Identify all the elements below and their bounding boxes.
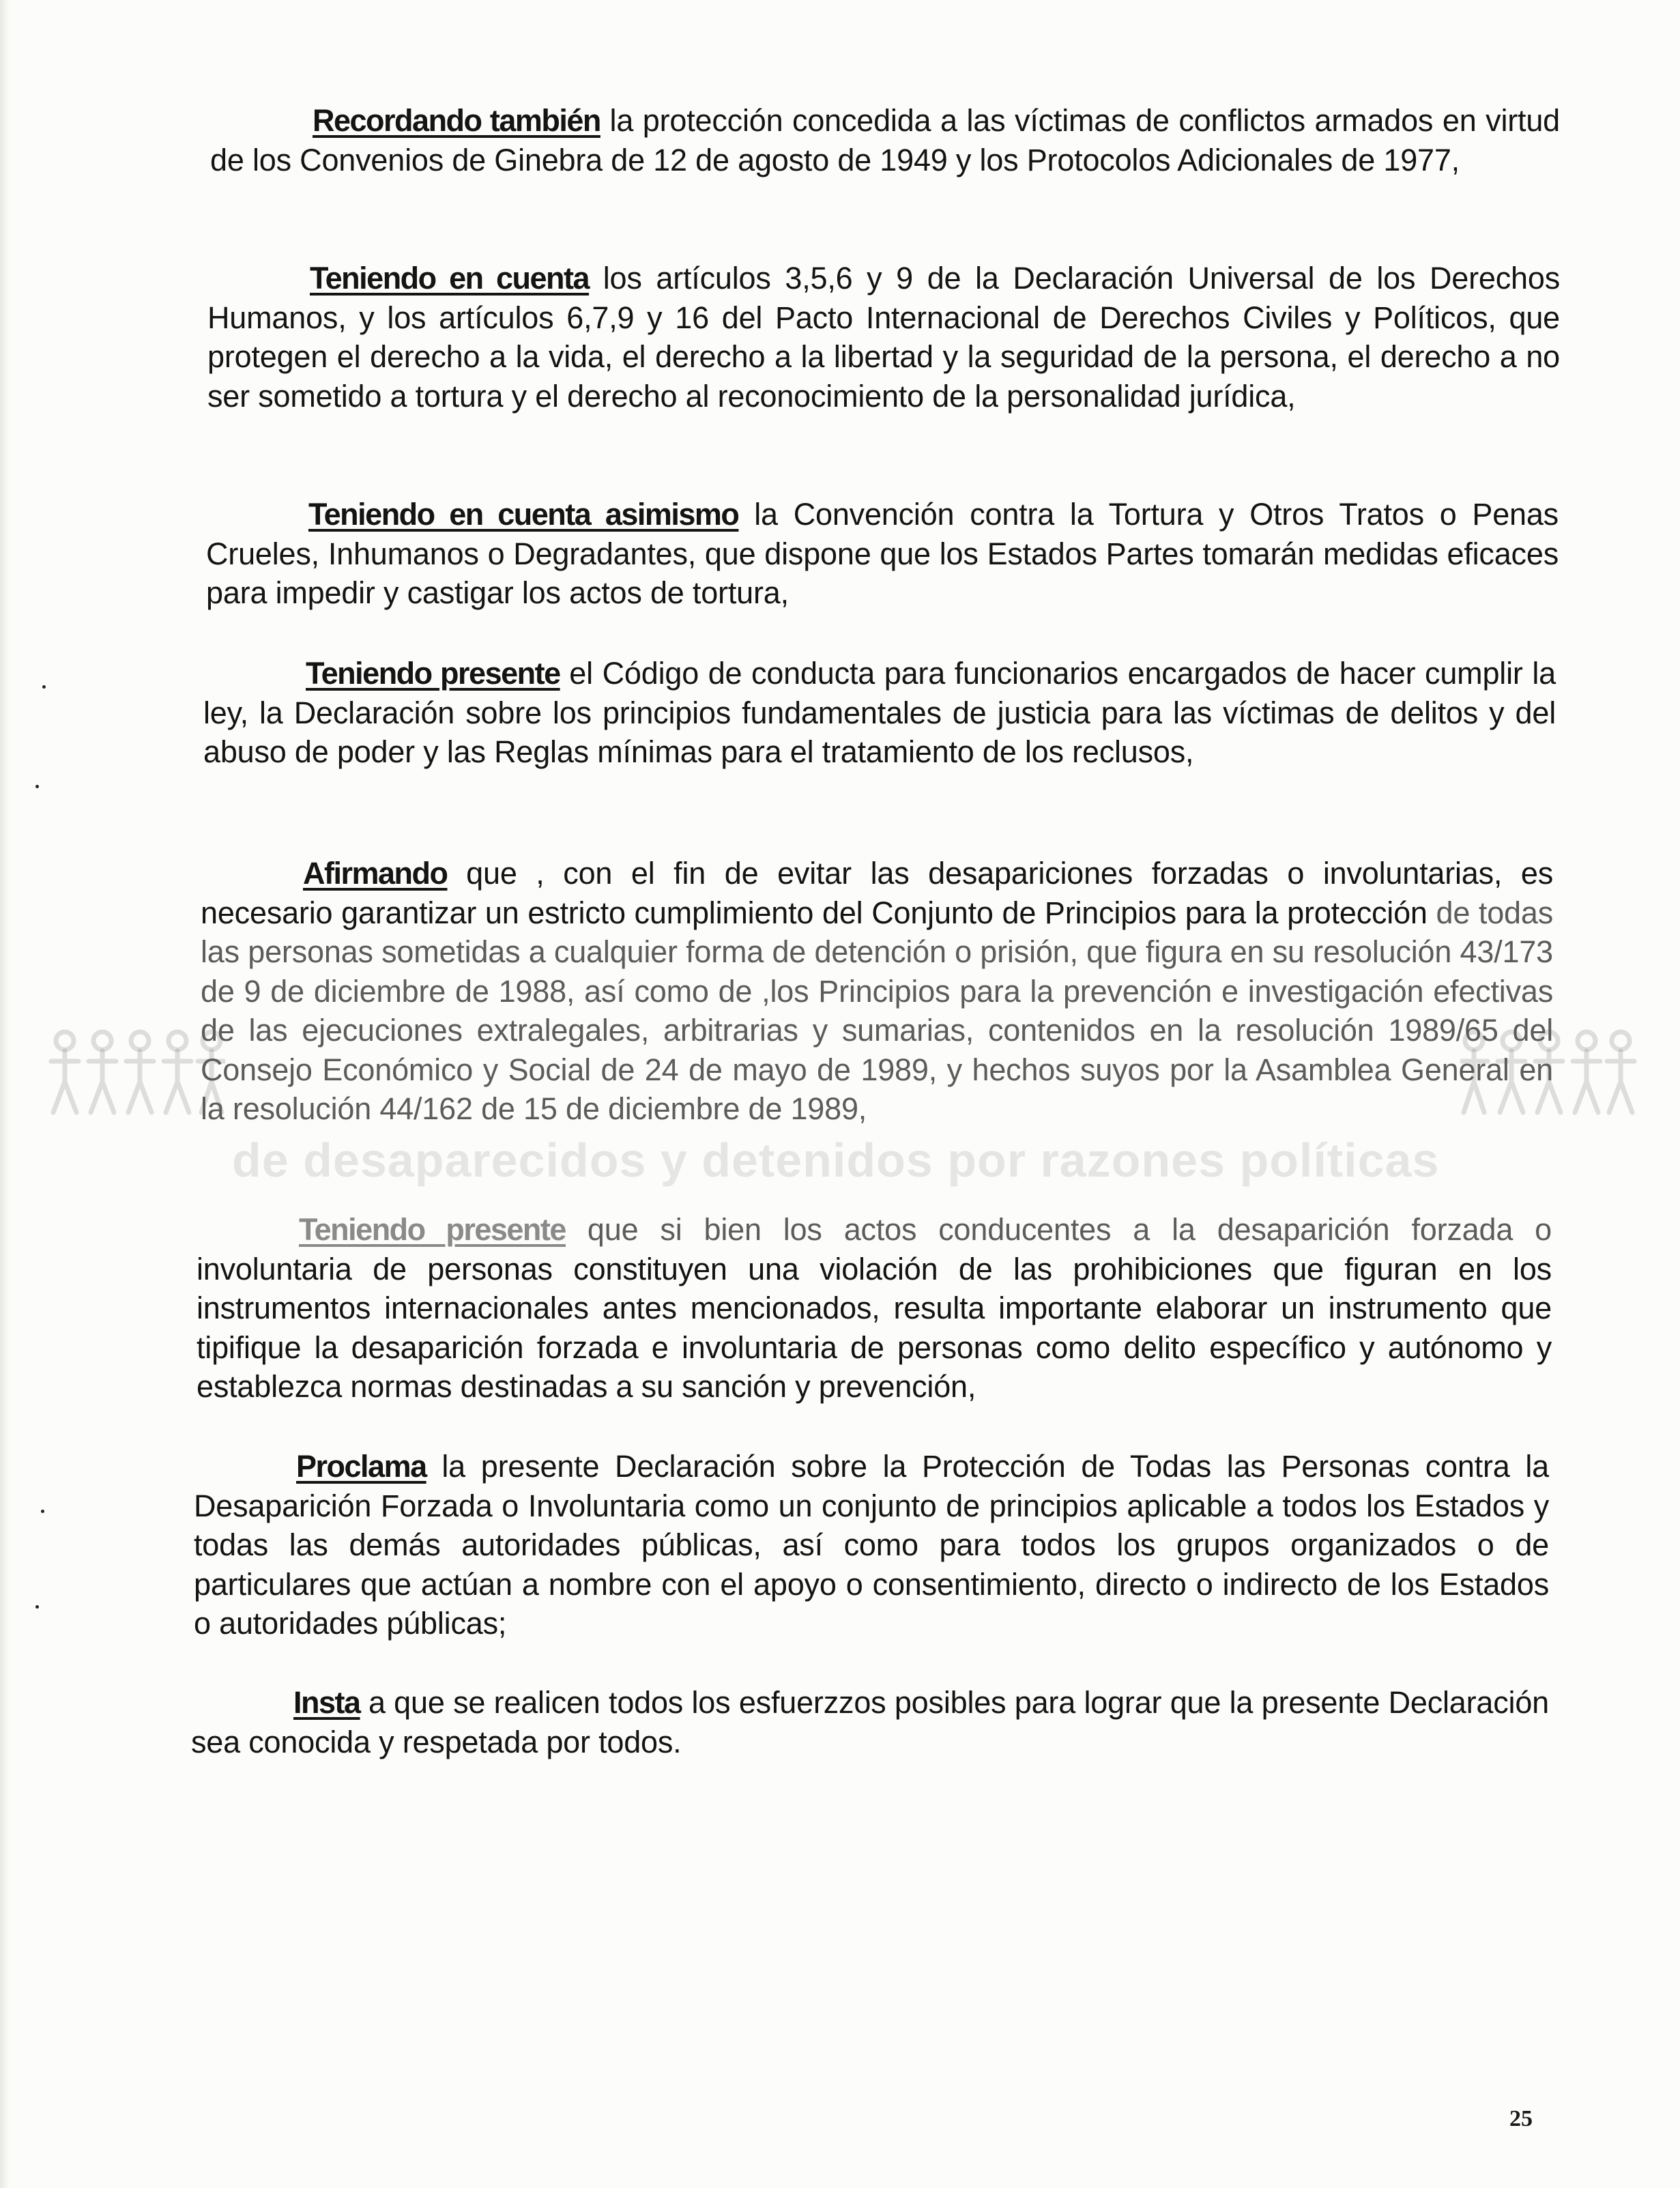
paragraph-text-faded: que si bien los actos conducentes a la desaparición forzada o [565, 1212, 1552, 1247]
page-number: 25 [1509, 2106, 1533, 2131]
paragraph-text: que , con el fin de evitar las desapariciones forzadas o involuntarias, es necesario garantizar un estricto cumplimiento del Conjunto de Principios para la protección [201, 856, 1553, 930]
paragraph-lead: Teniendo presente [306, 656, 560, 691]
paragraph-text: involuntaria de personas constituyen una violación de las prohibiciones que figuran en los instrumentos internacionales antes mencionados, resulta importante elaborar un instrumento que tipifique la desaparición forzada e involuntaria de personas como delito específico y autónomo y establezca normas destinadas a su sanción y prevención, [197, 1251, 1552, 1404]
scan-speck [42, 685, 46, 689]
paragraph-insta [191, 1683, 1549, 1761]
paragraph-lead: Afirmando [303, 856, 448, 891]
paragraph-text-faded: de todas las personas sometidas a cualquier forma de detención o prisión, que figura en su resolución 43/173 de 9 de diciembre de 1988, así como de ,los Principios para la prevención e investigación efectivas de las ejecuciones extralegales, arbitrarias y sumarias, contenidos en la resolución 1989/65 del Consejo Económico y Social de 24 de mayo de 1989, y hechos suyos por la Asamblea General en la resolución 44/162 de 15 de diciembre de 1989, [201, 895, 1553, 1126]
paragraph-lead: Recordando también [313, 103, 600, 138]
watermark-text: de desaparecidos y detenidos por razones políticas [232, 1134, 1440, 1187]
paragraph-lead: Insta [293, 1685, 360, 1720]
paragraph-teniendo-en-cuenta [207, 259, 1560, 416]
scan-edge [0, 0, 10, 2188]
paragraph-text: la Convención contra la Tortura y Otros Tratos o Penas Crueles, Inhumanos o Degradantes, que dispone que los Estados Partes tomarán medidas eficaces para impedir y castigar los actos de tortura, [206, 497, 1559, 610]
scan-speck [35, 1605, 39, 1609]
paragraph-teniendo-presente-codigo [203, 654, 1556, 772]
paragraph-lead: Proclama [296, 1449, 426, 1484]
paragraph-recordando [210, 101, 1560, 179]
paragraph-lead: Teniendo presente [299, 1212, 566, 1247]
paragraph-lead: Teniendo en cuenta [310, 261, 590, 296]
scan-speck [35, 785, 39, 788]
paragraph-text: el Código de conducta para funcionarios encargados de hacer cumplir la ley, la Declaración sobre los principios fundamentales de justicia para las víctimas de delitos y del abuso de poder y las Reglas mínimas para el tratamiento de los reclusos, [203, 656, 1556, 769]
paragraph-text: a que se realicen todos los esfuerzzos posibles para lograr que la presente Declaración sea conocida y respetada por todos. [191, 1685, 1549, 1759]
paragraph-text: la protección concedida a las víctimas de conflictos armados en virtud de los Convenios de Ginebra de 12 de agosto de 1949 y los Protocolos Adicionales de 1977, [210, 103, 1560, 177]
paragraph-proclama [194, 1447, 1549, 1643]
paragraph-text: los artículos 3,5,6 y 9 de la Declaración Universal de los Derechos Humanos, y los artículos 6,7,9 y 16 del Pacto Internacional de Derechos Civiles y Políticos, que protegen el derecho a la vida, el derecho a la libertad y la seguridad de la persona, el derecho a no ser sometido a tortura y el derecho al reconocimiento de la personalidad jurídica, [207, 261, 1561, 414]
paragraph-text: la presente Declaración sobre la Protección de Todas las Personas contra la Desaparición Forzada o Involuntaria como un conjunto de principios aplicable a todos los Estados y todas las demás autoridades públicas, así como para todos los grupos organizados o de particulares que actúan a nombre con el apoyo o consentimiento, directo o indirecto de los Estados o autoridades públicas; [194, 1449, 1549, 1641]
people-chain-icon [48, 1024, 225, 1126]
paragraph-teniendo-presente-desaparicion [197, 1210, 1552, 1407]
paragraph-afirmando [201, 854, 1553, 1129]
paragraph-lead: Teniendo en cuenta asimismo [308, 497, 739, 532]
paragraph-teniendo-en-cuenta-asimismo [206, 495, 1559, 613]
scan-speck [41, 1510, 44, 1513]
